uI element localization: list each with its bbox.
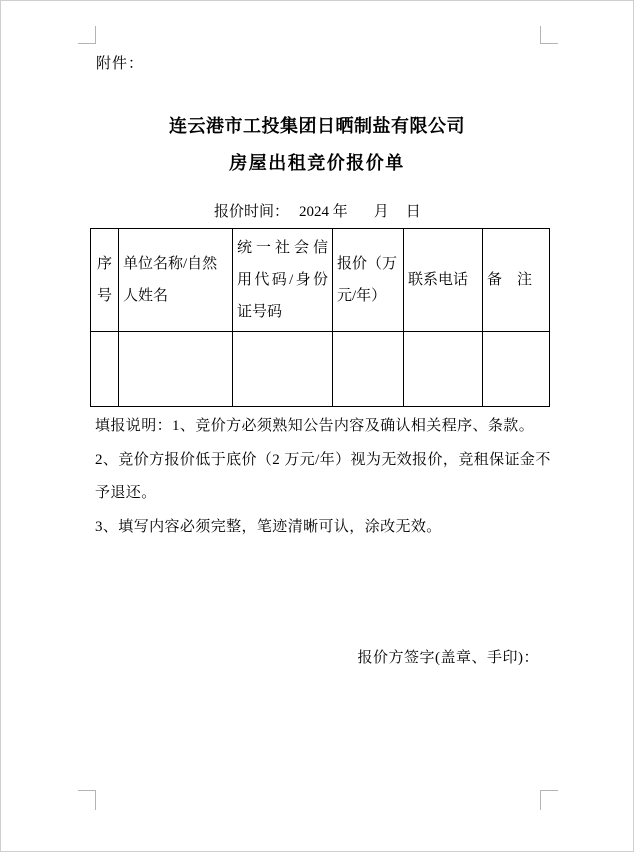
cell-contact-phone[interactable]	[404, 332, 483, 407]
quote-time-label: 报价时间：	[214, 204, 290, 220]
instruction-line-4: 3、填写内容必须完整，笔迹清晰可认，涂改无效。	[95, 518, 442, 535]
header-credit-code-or-id: 统一社会信 用代码/身份 证号码	[233, 229, 333, 332]
table-header-row	[91, 229, 550, 332]
margin-cropmark-bottom-right	[540, 790, 558, 810]
quote-time-month-blank[interactable]	[348, 202, 374, 216]
header-serial-number: 序 号	[91, 229, 119, 332]
margin-cropmark-top-right	[540, 26, 558, 44]
quote-time-line	[214, 200, 421, 221]
margin-cropmark-top-left	[78, 26, 96, 44]
quotation-table	[90, 228, 550, 407]
cell-unit-or-person-name[interactable]	[119, 332, 233, 407]
header-remarks: 备 注	[483, 229, 550, 332]
bidder-signature-label: 报价方签字(盖章、手印)：	[357, 650, 539, 666]
document-title-company: 连云港市工投集团日晒制盐有限公司	[169, 116, 465, 136]
header-contact-phone: 联系电话	[404, 229, 483, 332]
cell-credit-code-or-id[interactable]	[233, 332, 333, 407]
instruction-line-2: 2、竞价方报价低于底价（2 万元/年）视为无效报价，竞租保证金不	[95, 451, 551, 468]
quote-time-day-unit: 日	[405, 204, 421, 220]
filling-instructions	[95, 410, 557, 544]
document-title-form-name: 房屋出租竞价报价单	[229, 153, 405, 173]
quote-time-year-unit: 年	[332, 204, 348, 220]
instruction-line-1: 填报说明：1、竞价方必须熟知公告内容及确认相关程序、条款。	[95, 418, 535, 434]
quote-time-month-unit: 月	[373, 204, 389, 220]
cell-serial-number[interactable]	[91, 332, 119, 407]
cell-remarks[interactable]	[483, 332, 550, 407]
header-unit-or-person-name: 单位名称/自然 人姓名	[119, 229, 233, 332]
quote-time-day-blank[interactable]	[389, 202, 406, 216]
cell-quote-price[interactable]	[333, 332, 404, 407]
attachment-label: 附件：	[96, 56, 145, 72]
table-entry-row	[91, 332, 550, 407]
header-quote-price: 报价（万 元/年）	[333, 229, 404, 332]
quote-time-year-value: 2024	[299, 204, 330, 220]
instruction-line-3: 予退还。	[95, 485, 157, 501]
margin-cropmark-bottom-left	[78, 790, 96, 810]
